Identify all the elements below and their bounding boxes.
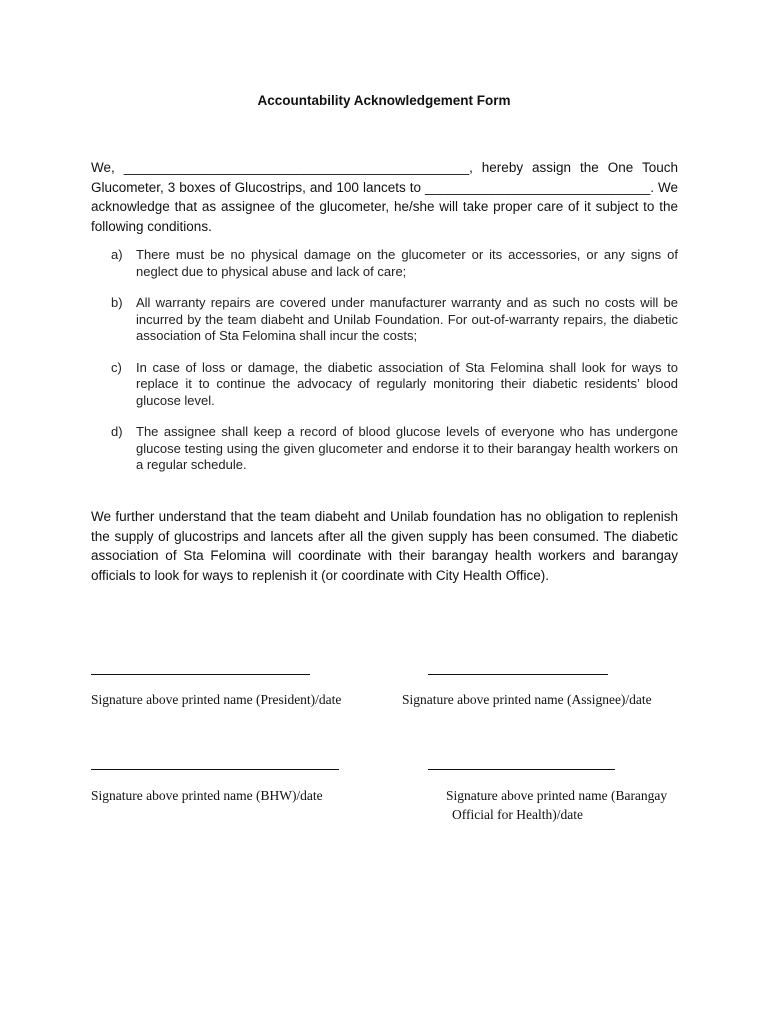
signature-line-bhw <box>91 769 339 770</box>
condition-text: There must be no physical damage on the glucometer or its accessories, or any signs of neglect due to physical abuse and lack of care; <box>136 247 678 279</box>
condition-text: All warranty repairs are covered under manufacturer warranty and as such no costs will be incurred by the team diabeht and Unilab Foundation. For out-of-warranty repairs, the diabetic association of Sta Felomina shall incur the costs; <box>136 295 678 343</box>
condition-marker: b) <box>111 295 123 310</box>
condition-item-d <box>111 424 678 474</box>
condition-marker: d) <box>111 424 123 439</box>
condition-text: In case of loss or damage, the diabetic association of Sta Felomina shall look for ways to replace it to continue the advocacy of regularly monitoring their diabetic residents’ blood glucose level. <box>136 359 678 408</box>
signature-line-assignee <box>428 674 608 675</box>
condition-item-c <box>111 360 678 410</box>
signature-line-president <box>91 674 310 675</box>
condition-text: The assignee shall keep a record of blood glucose levels of everyone who has undergone glucose testing using the given glucometer and endorse it to their barangay health workers on a regular schedule. <box>136 424 678 472</box>
intro-paragraph: We, ______________________________________________, hereby assign the One Touch Glucometer, 3 boxes of Glucostrips, and 100 lancets to ______________________________. We acknowledge that as assignee of the glucometer, he/she will take proper care of it subject to the following conditions. <box>91 160 678 234</box>
form-title: Accountability Acknowledgement Form <box>257 93 511 108</box>
closing-paragraph: We further understand that the team diabeht and Unilab foundation has no obligation to replenish the supply of glucostrips and lancets after all the given supply has been consumed. The diabetic association of Sta Felomina will coordinate with their barangay health workers and barangay officials to look for ways to replenish it (or coordinate with City Health Office). <box>91 509 678 583</box>
signature-label-barangay-line1: Signature above printed name (Barangay <box>446 788 668 803</box>
condition-marker: a) <box>111 247 123 262</box>
conditions-list <box>111 247 678 489</box>
signature-label-assignee: Signature above printed name (Assignee)/date <box>402 692 652 707</box>
signature-label-president: Signature above printed name (President)/date <box>91 692 342 707</box>
condition-item-b <box>111 295 678 345</box>
signature-line-barangay <box>428 769 615 770</box>
condition-item-a <box>111 247 678 280</box>
signature-label-barangay-line2: Official for Health)/date <box>452 807 583 822</box>
signature-label-bhw: Signature above printed name (BHW)/date <box>91 788 323 803</box>
condition-marker: c) <box>111 359 122 375</box>
